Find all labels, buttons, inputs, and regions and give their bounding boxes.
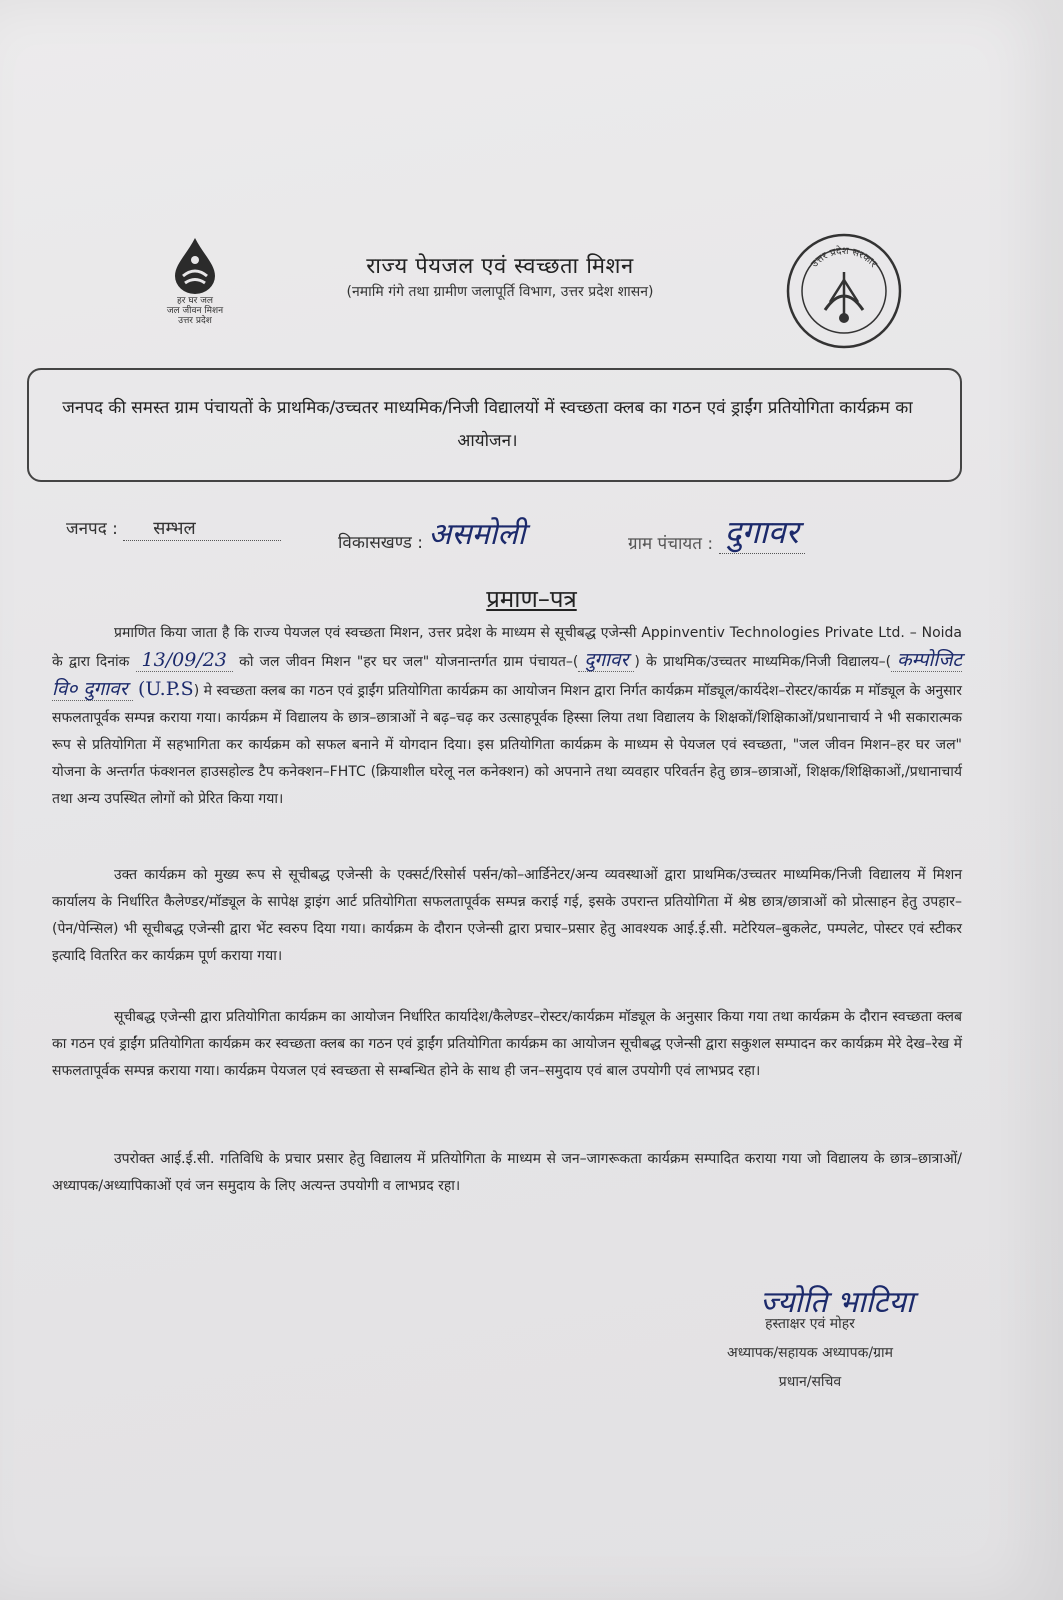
p1-gram-value: दुगावर xyxy=(578,649,634,672)
school-tail: (U.P.S xyxy=(137,678,194,700)
handwritten-signature: ज्योति भाटिया xyxy=(760,1285,914,1320)
paragraph-3 xyxy=(52,1004,962,1085)
gram-panchayat-field xyxy=(628,513,805,560)
p1-text-1: प्रमाणित किया जाता है कि राज्य पेयजल एवं स्वच्छता मिशन, उत्तर प्रदेश के माध्यम से सूचीबद्ध एजेन्सी Appinventiv Technologies Private Ltd. – Noida के द्वारा दिनांक xyxy=(52,625,962,670)
school-value: कम्पोजिट वि० दुगावर xyxy=(52,649,963,700)
date-value: 13/09/23 xyxy=(136,649,233,672)
paragraph-2 xyxy=(52,862,962,970)
signature-block xyxy=(680,1310,940,1397)
paragraph-1 xyxy=(52,620,962,813)
svg-text:उत्तर प्रदेश सरकार xyxy=(809,245,879,270)
vikaskhand-field xyxy=(338,516,525,557)
p1-text-4: ) मे स्वच्छता क्लब का गठन एवं ड्राईंग प्रतियोगिता कार्यक्रम का आयोजन मिशन द्वारा निर्गत कार्यक्रम मॉड्यूल/कार्यदेश–रोस्टर/कार्यक्र म मॉड्यूल के अनुसार सफलतापूर्वक सम्पन्न कराया गया। कार्यक्रम में विद्यालय के छात्र–छात्राओं ने बढ़–चढ़ कर उत्साहपूर्वक हिस्सा लिया तथा विद्यालय के शिक्षकों/शिक्षिकाओं/प्रधानाचार्य ने भी सकारात्मक रूप से प्रतियोगिता में सहभागिता कर कार्यक्रम को सफल बनाने में योगदान दिया। इस प्रतियोगिता कार्यक्रम के माध्यम से पेयजल एवं स्वच्छता, "जल जीवन मिशन–हर घर जल" योजना के अन्तर्गत फंक्शनल हाउसहोल्ड टैप कनेक्शन–FHTC (क्रियाशील घरेलू नल कनेक्शन) को अपनाने तथा व्यवहार परिवर्तन हेतु छात्र–छात्राओं, शिक्षक/शिक्षिकाओं,/प्रधानाचार्य तथा अन्य उपस्थित लोगों को प्रेरित किया गया। xyxy=(52,683,962,807)
up-government-seal xyxy=(785,232,903,350)
mission-subtitle: (नमामि गंगे तथा ग्रामीण जलापूर्ति विभाग, उत्तर प्रदेश शासन) xyxy=(346,284,654,300)
gram-panchayat-label: ग्राम पंचायत : xyxy=(628,534,714,554)
vikaskhand-value: असमोली xyxy=(428,517,526,552)
p3-text: सूचीबद्ध एजेन्सी द्वारा प्रतियोगिता कार्यक्रम का आयोजन निर्धारित कार्यादेश/कैलेण्डर–रोस्टर/कार्यक्रम मॉड्यूल के अनुसार किया गया तथा कार्यक्रम के दौरान स्वच्छता क्लब का गठन एवं ड्राईंग प्रतियोगिता कार्यक्रम कर स्वच्छता क्लब का गठन एवं ड्राईंग प्रतियोगिता कार्यक्रम का आयोजन सूचीबद्ध एजेन्सी द्वारा सकुशल सम्पादन कर कार्यक्रम मेरे देख–रेख में सफलतापूर्वक सम्पन्न कराया गया। कार्यक्रम पेयजल एवं स्वच्छता से सम्बन्धित होने के साथ ही जन–समुदाय एवं बाल उपयोगी एवं लाभप्रद रहा। xyxy=(52,1009,962,1079)
logo-caption: हर घर जल जल जीवन मिशन उत्तर प्रदेश xyxy=(166,296,224,326)
signature-line-1: हस्ताक्षर एवं मोहर xyxy=(765,1316,855,1332)
water-drop-icon xyxy=(169,236,221,296)
seal-text: उत्तर प्रदेश सरकार xyxy=(809,245,879,270)
janpad-value: सम्भल xyxy=(123,516,281,541)
gram-panchayat-value: दुगावर xyxy=(719,510,805,554)
paragraph-4 xyxy=(52,1146,962,1200)
janpad-field xyxy=(66,516,281,541)
p1-text-2: को जल जीवन मिशन "हर घर जल" योजनान्तर्गत ग्राम पंचायत–( xyxy=(239,654,579,670)
signature-line-3: प्रधान/सचिव xyxy=(778,1374,842,1390)
certificate-title: प्रमाण–पत्र xyxy=(486,585,577,613)
p4-text: उपरोक्त आई.ई.सी. गतिविधि के प्रचार प्रसार हेतु विद्यालय में प्रतियोगिता के माध्यम से जन–जागरूकता कार्यक्रम सम्पादित कराया गया जो विद्यालय के छात्र–छात्राओं/अध्यापक/अध्यापिकाओं एवं जन समुदाय के लिए अत्यन्त उपयोगी व लाभप्रद रहा। xyxy=(52,1151,962,1194)
p1-text-3: ) के प्राथमिक/उच्चतर माध्यमिक/निजी विद्यालय–( xyxy=(634,654,892,670)
janpad-label: जनपद : xyxy=(66,519,118,539)
p2-text: उक्त कार्यक्रम को मुख्य रूप से सूचीबद्ध एजेन्सी के एक्सर्ट/रिसोर्स पर्सन/को–आर्डिनेटर/अन्य व्यवस्थाओं द्वारा प्राथमिक/उच्चतर माध्यमिक/निजी विद्यालय में मिशन कार्यालय के निर्धारित कैलेण्डर/मॉड्यूल के सापेक्ष ड्राइंग आर्ट प्रतियोगिता सफलतापूर्वक सम्पन्न कराई गई, इसके उपरान्त प्रतियोगिता में श्रेष्ठ छात्र/छात्राओं को प्रोत्साहन हेतु उपहार–(पेन/पेन्सिल) भी सूचीबद्ध एजेन्सी द्वारा भेंट स्वरुप दिया गया। कार्यक्रम के दौरान एजेन्सी द्वारा प्रचार–प्रसार हेतु आवश्यक आई.ई.सी. मटेरियल–बुकलेट, पम्पलेट, पोस्टर एवं स्टीकर इत्यादि वितरित कर कार्यक्रम पूर्ण कराया गया। xyxy=(52,867,962,964)
vikaskhand-label: विकासखण्ड : xyxy=(338,533,424,553)
har-ghar-jal-logo xyxy=(140,236,250,336)
subject-box: जनपद की समस्त ग्राम पंचायतों के प्राथमिक/उच्चतर माध्यमिक/निजी विद्यालयों में स्वच्छता क्लब का गठन एवं ड्राईंग प्रतियोगिता कार्यक्रम का आयोजन। xyxy=(27,368,962,482)
mission-title: राज्य पेयजल एवं स्वच्छता मिशन xyxy=(366,254,634,279)
signature-line-2: अध्यापक/सहायक अध्यापक/ग्राम xyxy=(727,1345,893,1361)
